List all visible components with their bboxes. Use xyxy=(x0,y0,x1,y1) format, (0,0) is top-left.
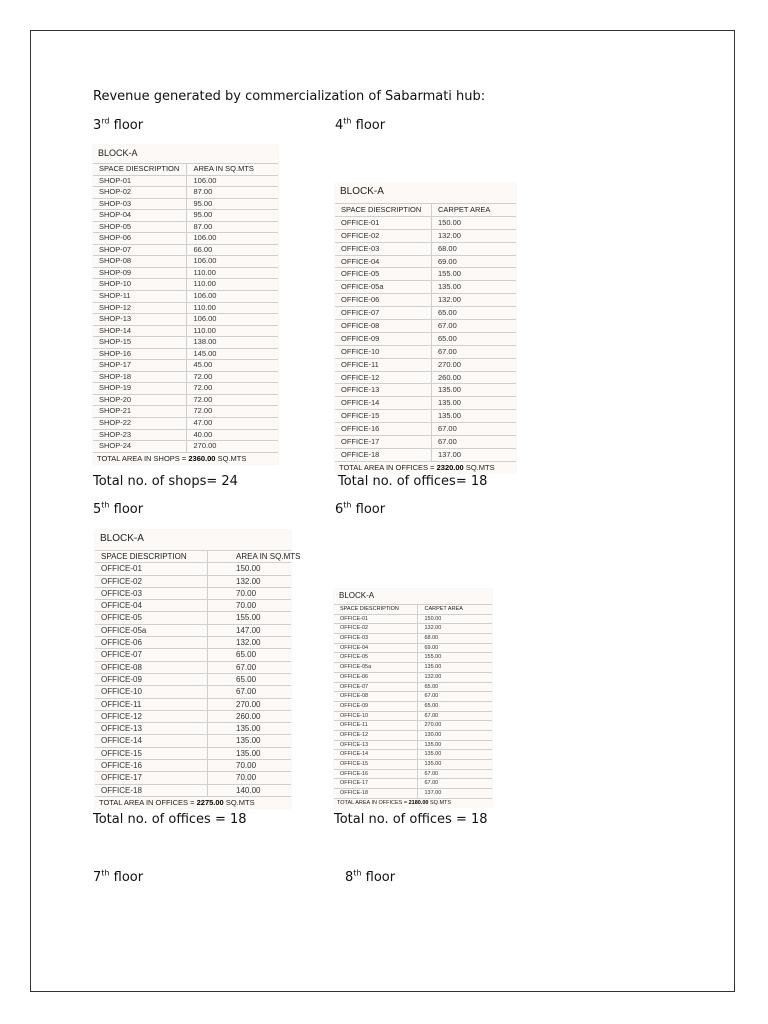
area-value-cell: 145.00 xyxy=(193,348,217,358)
shop-count-summary-3: Total no. of shops= 24 xyxy=(93,474,238,489)
total-label: TOTAL AREA IN OFFICES = xyxy=(339,462,437,472)
floor-heading-5: 5th floor xyxy=(93,500,144,517)
space-name-cell: OFFICE-03 xyxy=(335,243,432,255)
space-name-cell: SHOP-19 xyxy=(93,383,187,394)
table-row xyxy=(334,653,492,663)
space-name-cell: OFFICE-18 xyxy=(334,789,418,798)
table-row xyxy=(93,430,278,442)
table-row xyxy=(334,760,492,770)
table-block-label: BLOCK-A xyxy=(335,183,516,204)
table-header-row xyxy=(334,605,492,615)
area-value-cell: 106.00 xyxy=(193,233,217,243)
table-row xyxy=(334,615,492,625)
table-row xyxy=(335,423,516,436)
space-name-cell: OFFICE-07 xyxy=(334,683,418,692)
area-value-cell: 87.00 xyxy=(193,221,213,231)
table-row xyxy=(335,243,516,256)
area-value-cell: 65.00 xyxy=(424,683,439,690)
space-name-cell: OFFICE-09 xyxy=(95,674,208,685)
area-value-cell: 72.00 xyxy=(193,406,213,416)
table-row xyxy=(334,721,492,731)
space-name-cell: OFFICE-12 xyxy=(335,372,432,384)
area-value-cell: 95.00 xyxy=(193,198,213,208)
space-name-cell: OFFICE-09 xyxy=(335,333,432,345)
area-value-cell: 155.00 xyxy=(236,613,261,623)
table-row xyxy=(334,750,492,760)
area-value-cell: 67.00 xyxy=(236,662,257,672)
area-value-cell: 132.00 xyxy=(424,625,442,632)
space-name-cell: OFFICE-03 xyxy=(95,588,208,599)
space-name-cell: SHOP-03 xyxy=(93,199,187,210)
table-row xyxy=(95,563,291,575)
area-table-4th-floor xyxy=(335,183,516,473)
table-row xyxy=(95,576,291,588)
area-value-cell: 132.00 xyxy=(438,295,461,305)
space-name-cell: SHOP-17 xyxy=(93,360,187,371)
total-area-row xyxy=(95,797,291,808)
area-value-cell: 106.00 xyxy=(193,256,217,266)
table-row xyxy=(93,360,278,372)
total-value: 2360.00 xyxy=(188,453,216,463)
space-name-cell: SHOP-06 xyxy=(93,233,187,244)
area-value-cell: 67.00 xyxy=(424,712,439,719)
area-value-cell: 135.00 xyxy=(438,411,461,421)
table-row xyxy=(95,674,291,686)
space-name-cell: OFFICE-10 xyxy=(335,346,432,358)
space-name-cell: OFFICE-14 xyxy=(334,750,418,759)
area-value-cell: 150.00 xyxy=(438,217,461,227)
area-value-cell: 110.00 xyxy=(193,267,216,277)
space-name-cell: OFFICE-14 xyxy=(335,397,432,409)
space-name-cell: OFFICE-01 xyxy=(335,217,432,229)
area-value-cell: 72.00 xyxy=(193,383,213,393)
total-value: 2275.00 xyxy=(196,797,224,807)
floor-heading-8: 8th floor xyxy=(345,868,396,885)
table-row xyxy=(95,649,291,661)
area-table-3rd-floor xyxy=(93,145,278,464)
total-value: 2320.00 xyxy=(436,462,464,472)
space-name-cell: SHOP-16 xyxy=(93,349,187,360)
floor-heading-3: 3rd floor xyxy=(93,116,144,133)
area-value-cell: 67.00 xyxy=(438,346,457,356)
table-row xyxy=(93,245,278,257)
table-row xyxy=(93,279,278,291)
table-row xyxy=(95,600,291,612)
space-name-cell: OFFICE-01 xyxy=(95,563,208,574)
table-block-label: BLOCK-A xyxy=(334,589,492,605)
table-row xyxy=(93,210,278,222)
table-row xyxy=(334,712,492,722)
table-row xyxy=(335,333,516,346)
table-header-row xyxy=(335,204,516,217)
space-name-cell: OFFICE-04 xyxy=(335,256,432,268)
space-name-cell: OFFICE-02 xyxy=(334,624,418,633)
total-unit: SQ.MTS xyxy=(215,453,247,463)
area-value-cell: 147.00 xyxy=(236,625,261,635)
space-name-cell: SHOP-04 xyxy=(93,210,187,221)
space-name-cell: OFFICE-13 xyxy=(335,384,432,396)
table-row xyxy=(335,320,516,333)
area-value-cell: 140.00 xyxy=(236,785,261,795)
area-value-cell: 135.00 xyxy=(236,724,261,734)
area-value-cell: 106.00 xyxy=(193,175,217,185)
space-name-cell: SHOP-08 xyxy=(93,256,187,267)
table-row xyxy=(334,731,492,741)
table-row xyxy=(95,735,291,747)
space-name-cell: SHOP-02 xyxy=(93,187,187,198)
area-value-cell: 106.00 xyxy=(193,314,217,324)
area-value-cell: 70.00 xyxy=(236,761,257,771)
column-header-area: AREA IN SQ.MTS xyxy=(236,552,301,561)
space-name-cell: SHOP-20 xyxy=(93,395,187,406)
area-value-cell: 67.00 xyxy=(424,693,439,700)
space-name-cell: SHOP-12 xyxy=(93,303,187,314)
space-name-cell: OFFICE-15 xyxy=(335,410,432,422)
space-name-cell: OFFICE-11 xyxy=(335,359,432,371)
table-row xyxy=(93,291,278,303)
space-name-cell: OFFICE-02 xyxy=(335,230,432,242)
table-row xyxy=(93,383,278,395)
area-value-cell: 135.00 xyxy=(424,741,442,748)
table-row xyxy=(95,772,291,784)
area-value-cell: 65.00 xyxy=(236,674,257,684)
area-value-cell: 72.00 xyxy=(193,394,213,404)
area-value-cell: 150.00 xyxy=(424,615,442,622)
space-name-cell: SHOP-13 xyxy=(93,314,187,325)
table-row xyxy=(334,741,492,751)
space-name-cell: OFFICE-06 xyxy=(95,637,208,648)
space-name-cell: OFFICE-17 xyxy=(334,779,418,788)
table-row xyxy=(93,256,278,268)
area-value-cell: 68.00 xyxy=(424,635,439,642)
area-value-cell: 155.00 xyxy=(424,654,442,661)
space-name-cell: OFFICE-05 xyxy=(335,268,432,280)
space-name-cell: OFFICE-05a xyxy=(334,663,418,672)
area-value-cell: 70.00 xyxy=(236,588,257,598)
table-row xyxy=(335,281,516,294)
table-row xyxy=(335,436,516,449)
table-row xyxy=(95,612,291,624)
area-value-cell: 65.00 xyxy=(424,702,439,709)
area-value-cell: 137.00 xyxy=(438,449,461,459)
space-name-cell: OFFICE-05 xyxy=(95,612,208,623)
table-row xyxy=(93,268,278,280)
table-row xyxy=(93,418,278,430)
space-name-cell: OFFICE-14 xyxy=(95,735,208,746)
space-name-cell: OFFICE-07 xyxy=(95,649,208,660)
space-name-cell: OFFICE-06 xyxy=(335,294,432,306)
area-value-cell: 130.00 xyxy=(424,731,442,738)
table-row xyxy=(95,588,291,600)
area-value-cell: 72.00 xyxy=(193,371,213,381)
column-header-space: SPACE DIESCRIPTION xyxy=(95,551,208,562)
space-name-cell: OFFICE-12 xyxy=(95,711,208,722)
area-table-6th-floor xyxy=(334,589,492,807)
table-row xyxy=(335,449,516,462)
area-value-cell: 67.00 xyxy=(424,770,439,777)
total-unit: SQ.MTS xyxy=(463,462,495,472)
table-row xyxy=(95,699,291,711)
table-row xyxy=(335,346,516,359)
space-name-cell: OFFICE-13 xyxy=(95,723,208,734)
space-name-cell: OFFICE-13 xyxy=(334,741,418,750)
table-row xyxy=(334,702,492,712)
space-name-cell: OFFICE-06 xyxy=(334,673,418,682)
space-name-cell: OFFICE-15 xyxy=(95,748,208,759)
area-value-cell: 135.00 xyxy=(424,664,442,671)
space-name-cell: OFFICE-11 xyxy=(95,699,208,710)
area-value-cell: 135.00 xyxy=(236,736,261,746)
space-name-cell: OFFICE-17 xyxy=(95,772,208,783)
area-value-cell: 68.00 xyxy=(438,243,457,253)
table-row xyxy=(93,337,278,349)
table-row xyxy=(334,683,492,693)
space-name-cell: OFFICE-12 xyxy=(334,731,418,740)
total-label: TOTAL AREA IN SHOPS = xyxy=(97,453,189,463)
area-value-cell: 70.00 xyxy=(236,601,257,611)
space-name-cell: OFFICE-10 xyxy=(334,712,418,721)
total-value: 2180.00 xyxy=(408,799,429,806)
space-name-cell: OFFICE-04 xyxy=(334,644,418,653)
space-name-cell: OFFICE-05a xyxy=(335,281,432,293)
space-name-cell: OFFICE-05a xyxy=(95,625,208,636)
area-value-cell: 69.00 xyxy=(424,644,439,651)
area-value-cell: 67.00 xyxy=(438,424,457,434)
space-name-cell: OFFICE-18 xyxy=(335,449,432,461)
area-value-cell: 95.00 xyxy=(193,210,213,220)
space-name-cell: OFFICE-15 xyxy=(334,760,418,769)
space-name-cell: OFFICE-08 xyxy=(335,320,432,332)
table-row xyxy=(95,625,291,637)
table-row xyxy=(93,314,278,326)
area-value-cell: 135.00 xyxy=(438,385,461,395)
table-row xyxy=(93,176,278,188)
table-row xyxy=(95,686,291,698)
table-row xyxy=(95,723,291,735)
total-label: TOTAL AREA IN OFFICES = xyxy=(99,797,197,807)
table-row xyxy=(335,307,516,320)
table-block-label: BLOCK-A xyxy=(93,145,278,164)
office-count-summary-4: Total no. of offices= 18 xyxy=(338,474,488,489)
table-row xyxy=(335,217,516,230)
table-header-row xyxy=(93,164,278,176)
space-name-cell: OFFICE-08 xyxy=(334,692,418,701)
area-value-cell: 135.00 xyxy=(438,282,461,292)
total-area-row xyxy=(93,453,278,464)
office-count-summary-5: Total no. of offices = 18 xyxy=(93,812,247,827)
table-row xyxy=(95,662,291,674)
area-value-cell: 132.00 xyxy=(236,638,261,648)
floor-heading-7: 7th floor xyxy=(93,868,144,885)
table-row xyxy=(95,748,291,760)
table-row xyxy=(334,692,492,702)
space-name-cell: OFFICE-17 xyxy=(335,436,432,448)
table-row xyxy=(335,384,516,397)
area-value-cell: 135.00 xyxy=(236,748,261,758)
space-name-cell: SHOP-24 xyxy=(93,441,187,452)
area-value-cell: 40.00 xyxy=(193,429,213,439)
table-row xyxy=(93,372,278,384)
area-value-cell: 65.00 xyxy=(236,650,257,660)
column-header-area: CARPET AREA xyxy=(424,606,463,612)
area-value-cell: 67.00 xyxy=(236,687,257,697)
area-table-5th-floor xyxy=(95,530,301,808)
area-value-cell: 65.00 xyxy=(438,308,457,318)
column-header-space: SPACE DIESCRIPTION xyxy=(335,204,432,216)
area-value-cell: 155.00 xyxy=(438,269,461,279)
space-name-cell: OFFICE-16 xyxy=(334,770,418,779)
space-name-cell: OFFICE-08 xyxy=(95,662,208,673)
area-value-cell: 67.00 xyxy=(424,780,439,787)
table-row xyxy=(95,711,291,723)
space-name-cell: OFFICE-10 xyxy=(95,686,208,697)
space-name-cell: SHOP-10 xyxy=(93,279,187,290)
table-row xyxy=(335,230,516,243)
area-value-cell: 45.00 xyxy=(193,360,213,370)
table-row xyxy=(334,779,492,789)
space-name-cell: SHOP-23 xyxy=(93,430,187,441)
table-row xyxy=(334,663,492,673)
area-value-cell: 270.00 xyxy=(438,359,461,369)
table-row xyxy=(93,441,278,453)
table-row xyxy=(334,644,492,654)
area-value-cell: 65.00 xyxy=(438,333,457,343)
table-row xyxy=(95,637,291,649)
space-name-cell: SHOP-21 xyxy=(93,406,187,417)
table-row xyxy=(335,410,516,423)
area-value-cell: 137.00 xyxy=(424,790,442,797)
table-row xyxy=(93,349,278,361)
column-header-area: CARPET AREA xyxy=(438,205,491,214)
area-value-cell: 135.00 xyxy=(438,398,461,408)
table-row xyxy=(335,359,516,372)
table-block-label: BLOCK-A xyxy=(95,530,291,551)
table-row xyxy=(93,199,278,211)
area-value-cell: 132.00 xyxy=(438,230,461,240)
table-row xyxy=(335,372,516,385)
area-value-cell: 110.00 xyxy=(193,325,216,335)
area-value-cell: 270.00 xyxy=(424,722,442,729)
table-row xyxy=(334,634,492,644)
total-area-row xyxy=(335,462,516,473)
area-value-cell: 67.00 xyxy=(438,321,457,331)
space-name-cell: SHOP-14 xyxy=(93,326,187,337)
area-value-cell: 260.00 xyxy=(236,711,261,721)
office-count-summary-6: Total no. of offices = 18 xyxy=(334,812,488,827)
area-value-cell: 87.00 xyxy=(193,187,213,197)
column-header-space: SPACE DIESCRIPTION xyxy=(334,605,418,614)
space-name-cell: SHOP-15 xyxy=(93,337,187,348)
area-value-cell: 135.00 xyxy=(424,751,442,758)
table-row xyxy=(93,222,278,234)
table-row xyxy=(334,789,492,799)
space-name-cell: OFFICE-18 xyxy=(95,785,208,796)
table-row xyxy=(93,406,278,418)
space-name-cell: SHOP-07 xyxy=(93,245,187,256)
space-name-cell: SHOP-05 xyxy=(93,222,187,233)
table-row xyxy=(335,294,516,307)
area-value-cell: 260.00 xyxy=(438,372,461,382)
space-name-cell: OFFICE-04 xyxy=(95,600,208,611)
table-row xyxy=(335,256,516,269)
area-value-cell: 70.00 xyxy=(236,773,257,783)
table-row xyxy=(335,268,516,281)
table-header-row xyxy=(95,551,301,563)
space-name-cell: OFFICE-09 xyxy=(334,702,418,711)
area-value-cell: 132.00 xyxy=(424,673,442,680)
table-row xyxy=(334,673,492,683)
column-header-space: SPACE DIESCRIPTION xyxy=(93,164,187,175)
table-row xyxy=(93,326,278,338)
area-value-cell: 110.00 xyxy=(193,302,216,312)
area-value-cell: 138.00 xyxy=(193,337,217,347)
floor-heading-6: 6th floor xyxy=(335,500,386,517)
table-row xyxy=(334,770,492,780)
space-name-cell: SHOP-09 xyxy=(93,268,187,279)
space-name-cell: SHOP-11 xyxy=(93,291,187,302)
table-row xyxy=(95,785,291,797)
area-value-cell: 270.00 xyxy=(236,699,261,709)
area-value-cell: 135.00 xyxy=(424,761,442,767)
space-name-cell: SHOP-22 xyxy=(93,418,187,429)
table-row xyxy=(93,395,278,407)
space-name-cell: OFFICE-11 xyxy=(334,721,418,730)
area-value-cell: 106.00 xyxy=(193,291,217,301)
area-value-cell: 67.00 xyxy=(438,437,457,447)
space-name-cell: OFFICE-16 xyxy=(335,423,432,435)
area-value-cell: 110.00 xyxy=(193,279,216,289)
space-name-cell: OFFICE-07 xyxy=(335,307,432,319)
space-name-cell: OFFICE-01 xyxy=(334,615,418,624)
space-name-cell: OFFICE-05 xyxy=(334,653,418,662)
table-row xyxy=(95,760,291,772)
area-value-cell: 270.00 xyxy=(193,441,217,451)
table-row xyxy=(334,624,492,634)
area-value-cell: 132.00 xyxy=(236,576,261,586)
total-unit: SQ.MTS xyxy=(428,799,452,806)
document-title: Revenue generated by commercialization of Sabarmati hub: xyxy=(93,89,486,104)
floor-heading-4: 4th floor xyxy=(335,116,386,133)
area-value-cell: 150.00 xyxy=(236,564,261,574)
table-row xyxy=(335,397,516,410)
column-header-area: AREA IN SQ.MTS xyxy=(193,164,254,173)
space-name-cell: OFFICE-03 xyxy=(334,634,418,643)
space-name-cell: SHOP-18 xyxy=(93,372,187,383)
table-row xyxy=(93,303,278,315)
space-name-cell: OFFICE-02 xyxy=(95,576,208,587)
total-label: TOTAL AREA IN OFFICES = xyxy=(337,799,409,806)
area-value-cell: 69.00 xyxy=(438,256,457,266)
table-row xyxy=(93,233,278,245)
space-name-cell: SHOP-01 xyxy=(93,176,187,187)
area-value-cell: 66.00 xyxy=(193,244,213,254)
table-row xyxy=(93,187,278,199)
area-value-cell: 47.00 xyxy=(193,418,213,428)
total-unit: SQ.MTS xyxy=(223,797,255,807)
total-area-row xyxy=(334,799,492,807)
space-name-cell: OFFICE-16 xyxy=(95,760,208,771)
